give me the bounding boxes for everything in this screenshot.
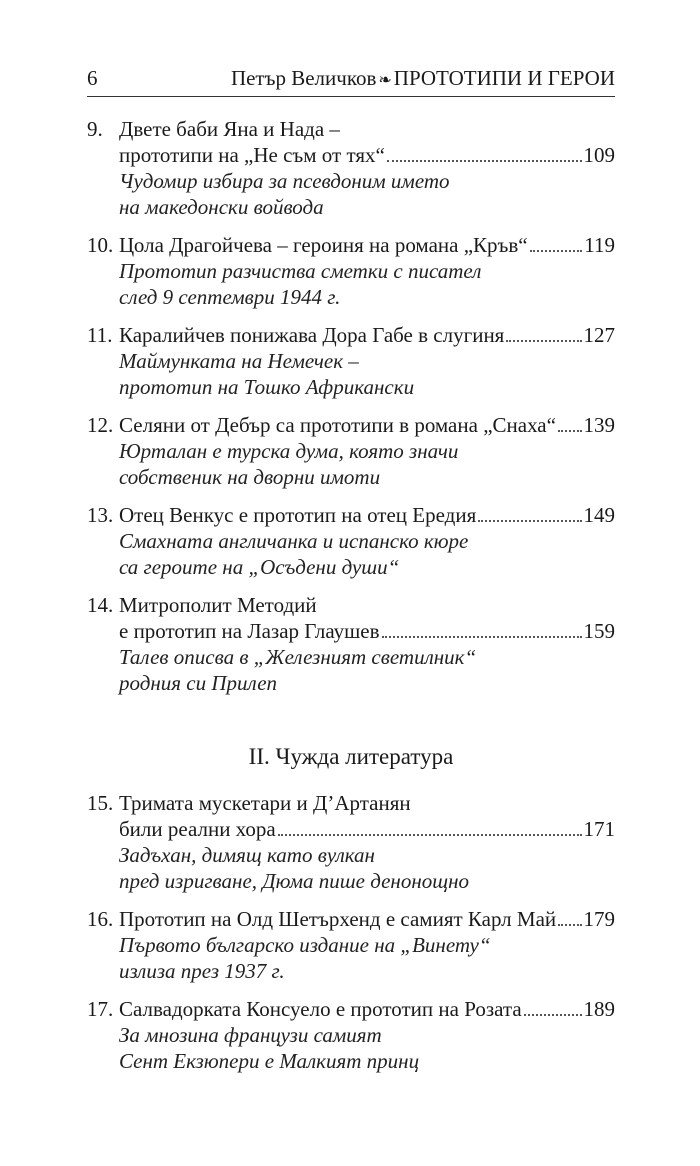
dot-leader (530, 250, 583, 252)
toc-entry[interactable] (87, 412, 615, 490)
page-number: 6 (87, 66, 98, 90)
entry-title: Цола Драгойчева – героиня на романа „Кръв“ (119, 233, 528, 257)
entry-title-row (119, 996, 615, 1022)
entry-title: били реални хора (119, 817, 276, 841)
entry-number: 12. (87, 413, 114, 437)
entry-subtitle-line: За мнозина французи самият (119, 1023, 382, 1047)
dot-leader (278, 834, 582, 836)
entry-body (119, 906, 615, 984)
entry-title: е прототип на Лазар Глаушев (119, 619, 380, 643)
entry-body (119, 996, 615, 1074)
entry-page-number: 159 (583, 619, 615, 643)
running-title-author: Петър Величков (230, 66, 377, 90)
entry-title-row (119, 502, 615, 528)
entry-subtitle-line: Прототип разчиства сметки с писател (119, 259, 482, 283)
entry-number: 14. (87, 593, 114, 617)
entry-number: 9. (87, 117, 103, 141)
entry-page-number: 119 (584, 233, 615, 257)
entry-subtitle-line: Талев описва в „Железният светилник“ (119, 645, 477, 669)
running-title-book: ПРОТОТИПИ И ГЕРОИ (393, 66, 615, 90)
entry-subtitle-line: след 9 септември 1944 г. (119, 285, 341, 309)
toc-entry[interactable] (87, 996, 615, 1074)
toc-entry[interactable] (87, 116, 615, 220)
entry-number: 13. (87, 503, 114, 527)
entry-subtitle-line: собственик на дворни имоти (119, 465, 381, 489)
entry-subtitle-line: са героите на „Осъдени души“ (119, 555, 400, 579)
toc-entry[interactable] (87, 232, 615, 310)
entry-body (119, 116, 615, 220)
entry-subtitle-line: прототип на Тошко Африкански (119, 375, 415, 399)
entry-title-row (119, 322, 615, 348)
toc-entry[interactable] (87, 322, 615, 400)
entry-title-line: Двете баби Яна и Нада – (119, 117, 340, 141)
entry-subtitle-line: Юрталан е турска дума, която значи (119, 439, 459, 463)
entry-page-number: 179 (583, 907, 615, 931)
entry-title-row (119, 618, 615, 644)
dot-leader (558, 924, 581, 926)
entry-page-number: 171 (583, 817, 615, 841)
entry-title-row (119, 142, 615, 168)
entry-page-number: 149 (583, 503, 615, 527)
entry-subtitle-line: Сент Екзюпери е Малкият принц (119, 1049, 420, 1073)
entry-body (119, 502, 615, 580)
entry-number: 10. (87, 233, 114, 257)
entry-number: 15. (87, 791, 114, 815)
entry-title: Салвадорката Консуело е прототип на Розата (119, 997, 522, 1021)
entry-title-line: Митрополит Методий (119, 593, 317, 617)
entry-title-row (119, 232, 615, 258)
dot-leader (524, 1014, 582, 1016)
entry-title: Каралийчев понижава Дора Габе в слугиня (119, 323, 505, 347)
leaf-ornament-icon: ❧ (378, 72, 392, 89)
entry-subtitle-line: пред изригване, Дюма пише денонощно (119, 869, 470, 893)
entry-subtitle-line: Задъхан, димящ като вулкан (119, 843, 375, 867)
table-of-contents (87, 116, 615, 1086)
entry-page-number: 127 (583, 323, 615, 347)
entry-subtitle-line: Първото българско издание на „Винету“ (119, 933, 491, 957)
entry-subtitle-line: на македонски войвода (119, 195, 324, 219)
running-title (231, 66, 615, 91)
entry-body (119, 790, 615, 894)
header-rule (87, 96, 615, 97)
toc-entry[interactable] (87, 790, 615, 894)
toc-entry[interactable] (87, 502, 615, 580)
entry-title-row (119, 412, 615, 438)
entry-body (119, 232, 615, 310)
toc-entry[interactable] (87, 906, 615, 984)
entry-title: Отец Венкус е прототип на отец Ередия (119, 503, 477, 527)
entry-number: 11. (87, 323, 113, 347)
dot-leader (478, 520, 581, 522)
section-heading: II. Чужда литература (248, 744, 454, 769)
entry-body (119, 412, 615, 490)
entry-title: Прототип на Олд Шетърхенд е самият Карл Май (119, 907, 557, 931)
entry-title-row (119, 906, 615, 932)
dot-leader (558, 430, 582, 432)
entry-page-number: 139 (583, 413, 615, 437)
dot-leader (506, 340, 581, 342)
dot-leader (382, 636, 582, 638)
toc-part-2 (87, 790, 615, 1074)
entry-page-number: 109 (583, 143, 615, 167)
entry-body (119, 322, 615, 400)
entry-subtitle-line: родния си Прилеп (119, 671, 278, 695)
entry-page-number: 189 (583, 997, 615, 1021)
page-header (87, 64, 615, 96)
entry-title: прототипи на „Не съм от тях“ (119, 143, 385, 167)
entry-body (119, 592, 615, 696)
entry-subtitle-line: излиза през 1937 г. (119, 959, 285, 983)
entry-title-line: Тримата мускетари и Д’Артанян (119, 791, 411, 815)
entry-number: 17. (87, 997, 114, 1021)
entry-subtitle-line: Маймунката на Немечек – (119, 349, 359, 373)
toc-entry[interactable] (87, 592, 615, 696)
entry-title-row (119, 816, 615, 842)
entry-subtitle-line: Смахната англичанка и испанско кюре (119, 529, 469, 553)
dot-leader (387, 160, 582, 162)
toc-part-1 (87, 116, 615, 696)
entry-title: Селяни от Дебър са прототипи в романа „Снаха“ (119, 413, 556, 437)
entry-subtitle-line: Чудомир избира за псевдоним името (119, 169, 450, 193)
entry-number: 16. (87, 907, 114, 931)
